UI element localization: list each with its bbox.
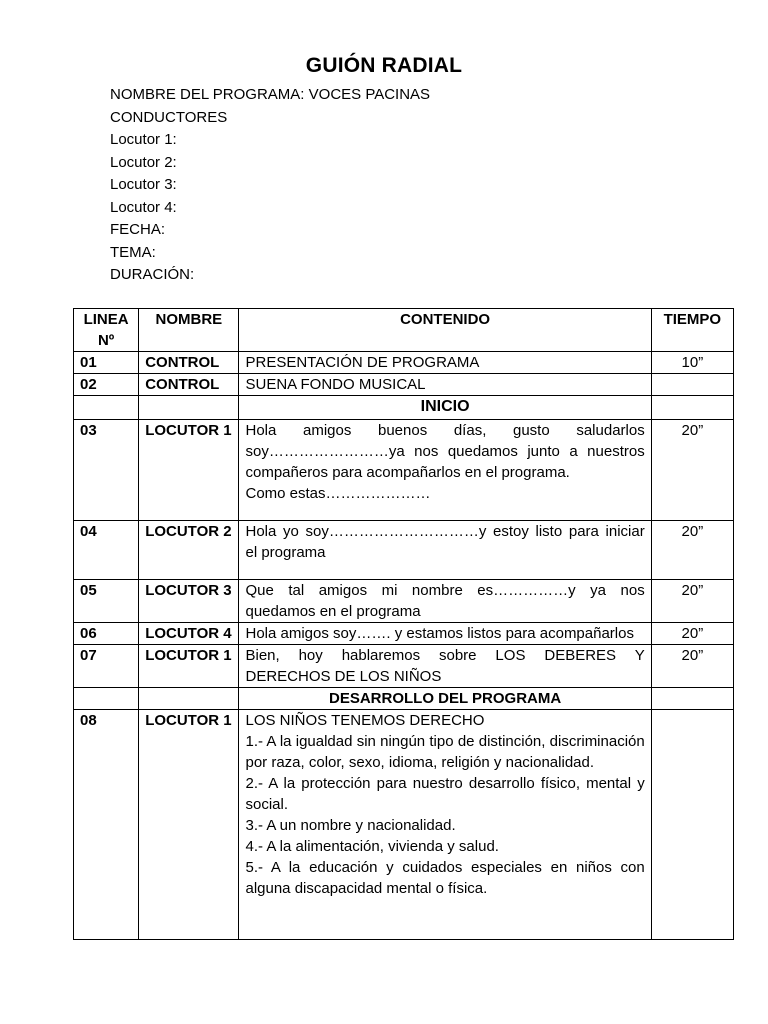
line-number: 05 <box>74 580 139 623</box>
row-content: Hola amigos soy……. y estamos listos para acompañarlos <box>239 623 651 645</box>
empty-cell <box>651 396 733 420</box>
topic-line: TEMA: <box>110 243 156 261</box>
speaker-name: CONTROL <box>139 374 239 396</box>
section-title-desarrollo: DESARROLLO DEL PROGRAMA <box>239 688 651 710</box>
program-name-line: NOMBRE DEL PROGRAMA: VOCES PACINAS <box>110 86 431 103</box>
table-row <box>74 374 734 396</box>
speaker-name: LOCUTOR 1 <box>139 710 239 940</box>
row-time: 20” <box>651 580 733 623</box>
row-content-paragraph: Como estas………………… <box>245 485 431 502</box>
right-item: 1.- A la igualdad sin ningún tipo de distinción, discriminación por raza, color, sexo, idioma, religión y nacionalidad. <box>245 733 645 771</box>
line-number: 01 <box>74 352 139 374</box>
row-content <box>239 420 651 521</box>
right-item: 3.- A un nombre y nacionalidad. <box>245 817 456 834</box>
script-table <box>73 308 734 940</box>
column-header-content: CONTENIDO <box>239 309 651 352</box>
empty-cell <box>139 688 239 710</box>
table-row <box>74 352 734 374</box>
row-content: Que tal amigos mi nombre es……………y ya nos quedamos en el programa <box>239 580 651 623</box>
column-header-line: LINEA Nº <box>74 309 139 352</box>
row-content: Bien, hoy hablaremos sobre LOS DEBERES Y DERECHOS DE LOS NIÑOS <box>239 645 651 688</box>
line-number: 07 <box>74 645 139 688</box>
right-item: 4.- A la alimentación, vivienda y salud. <box>245 838 499 855</box>
row-time <box>651 374 733 396</box>
table-row <box>74 521 734 580</box>
row-content <box>239 710 651 940</box>
rights-heading: LOS NIÑOS TENEMOS DERECHO <box>245 712 485 729</box>
speaker-name: LOCUTOR 4 <box>139 623 239 645</box>
line-number: 06 <box>74 623 139 645</box>
row-time: 20” <box>651 623 733 645</box>
row-content-paragraph: Hola amigos buenos días, gusto saludarlos soy……………………ya nos quedamos junto a nuestros compañeros para acompañarlos en el programa. <box>245 422 645 481</box>
row-content: Hola yo soy…………………………y estoy listo para iniciar el programa <box>239 521 651 580</box>
column-header-time: TIEMPO <box>651 309 733 352</box>
speaker-name: LOCUTOR 1 <box>139 420 239 521</box>
right-item: 2.- A la protección para nuestro desarrollo físico, mental y social. <box>245 775 645 813</box>
row-time: 10” <box>651 352 733 374</box>
section-row <box>74 396 734 420</box>
table-row <box>74 623 734 645</box>
section-row <box>74 688 734 710</box>
table-row <box>74 580 734 623</box>
duration-line: DURACIÓN: <box>110 266 195 283</box>
announcer-1-line: Locutor 1: <box>110 131 177 148</box>
announcer-4-line: Locutor 4: <box>110 198 177 216</box>
empty-cell <box>74 396 139 420</box>
right-item: 5.- A la educación y cuidados especiales en niños con alguna discapacidad mental o física. <box>245 859 645 897</box>
hosts-heading: CONDUCTORES <box>110 108 228 126</box>
speaker-name: LOCUTOR 2 <box>139 521 239 580</box>
empty-cell <box>651 688 733 710</box>
line-number: 03 <box>74 420 139 521</box>
speaker-name: LOCUTOR 3 <box>139 580 239 623</box>
section-title-inicio: INICIO <box>239 396 651 420</box>
table-header-row <box>74 309 734 352</box>
table-row <box>74 710 734 940</box>
program-header <box>110 84 430 287</box>
table-row <box>74 420 734 521</box>
date-line: FECHA: <box>110 221 166 238</box>
announcer-3-line: Locutor 3: <box>110 176 177 193</box>
line-number: 02 <box>74 374 139 396</box>
table-row <box>74 645 734 688</box>
row-time: 20” <box>651 645 733 688</box>
line-number: 04 <box>74 521 139 580</box>
row-time <box>651 710 733 940</box>
line-number: 08 <box>74 710 139 940</box>
row-time: 20” <box>651 521 733 580</box>
column-header-name: NOMBRE <box>139 309 239 352</box>
row-content: SUENA FONDO MUSICAL <box>239 374 651 396</box>
empty-cell <box>74 688 139 710</box>
speaker-name: LOCUTOR 1 <box>139 645 239 688</box>
speaker-name: CONTROL <box>139 352 239 374</box>
announcer-2-line: Locutor 2: <box>110 153 177 171</box>
row-time: 20” <box>651 420 733 521</box>
empty-cell <box>139 396 239 420</box>
document-title: GUIÓN RADIAL <box>305 54 463 77</box>
row-content: PRESENTACIÓN DE PROGRAMA <box>239 352 651 374</box>
